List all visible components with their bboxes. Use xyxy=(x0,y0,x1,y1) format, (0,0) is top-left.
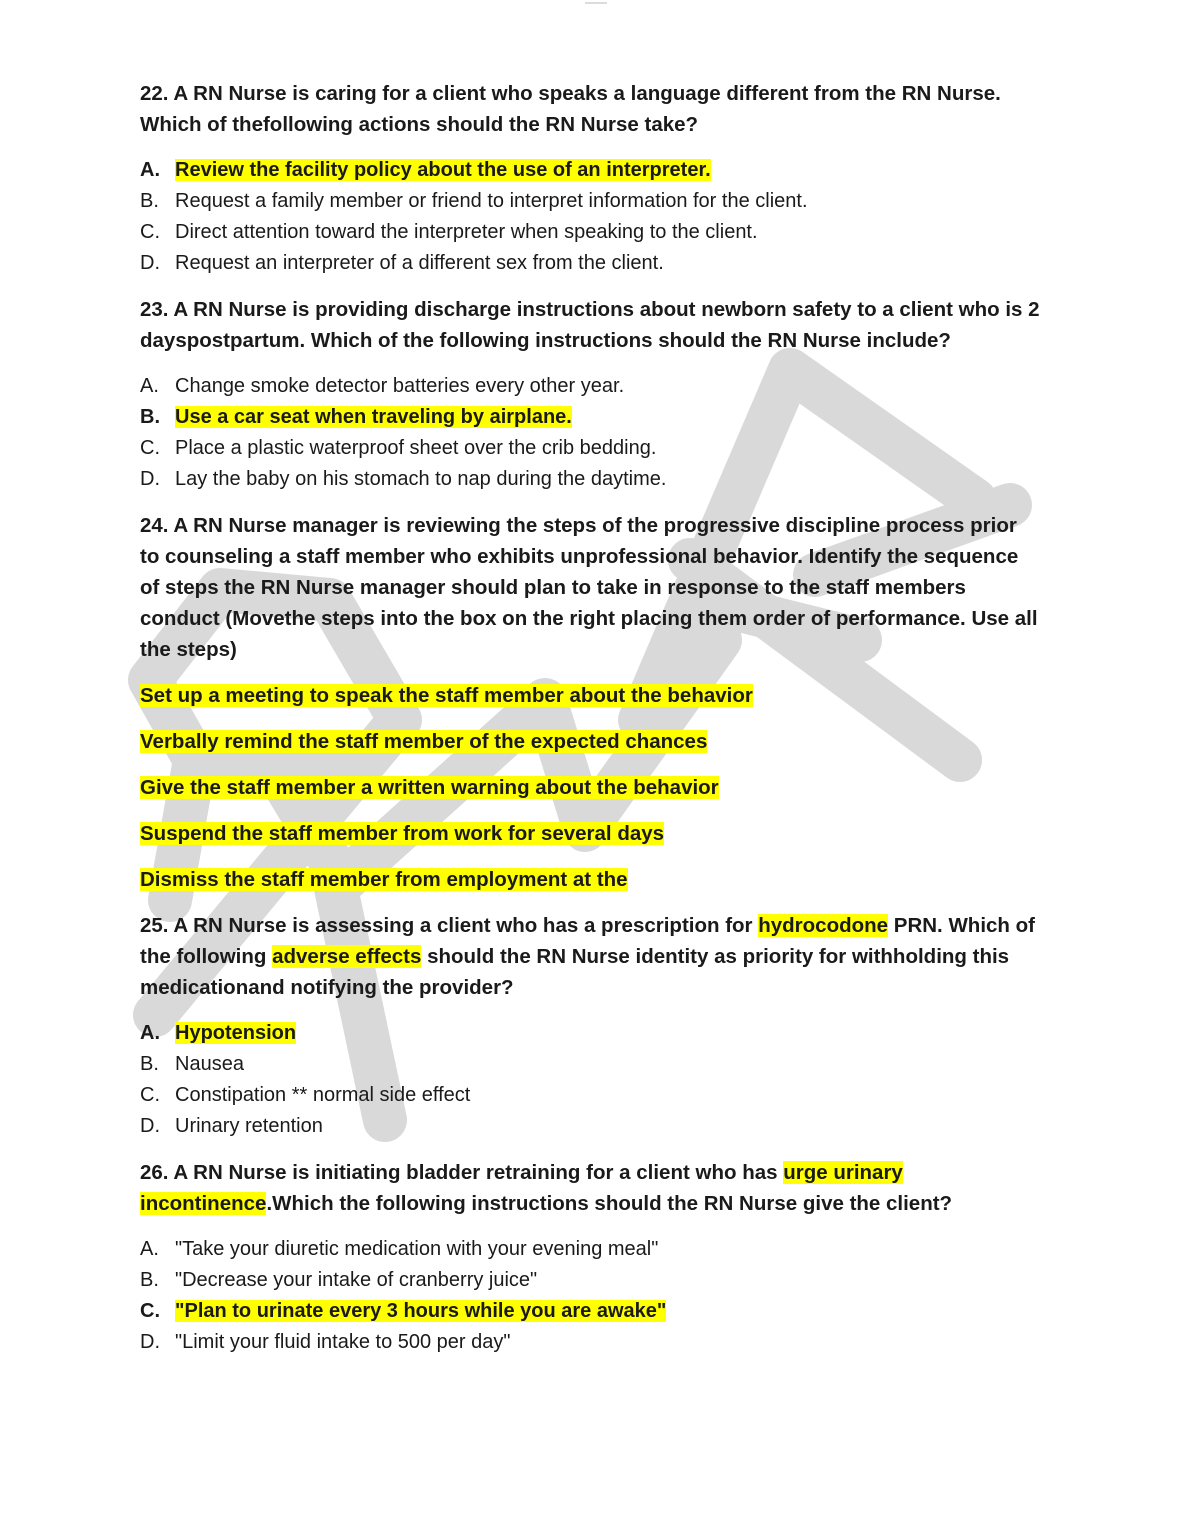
question-text: PRN. Which of the following xyxy=(140,914,1035,968)
option-text: "Decrease your intake of cranberry juice" xyxy=(175,1269,538,1291)
question-text: .Which the following instructions should the RN Nurse give the client? xyxy=(266,1192,953,1215)
option-letter: A. xyxy=(140,159,160,181)
option-26-a xyxy=(140,1234,1040,1265)
option-26-c xyxy=(140,1296,1040,1327)
option-letter: D. xyxy=(140,468,160,490)
option-26-d xyxy=(140,1327,1040,1358)
option-letter: B. xyxy=(140,1269,159,1291)
step-text: Dismiss the staff member from employment at the xyxy=(140,868,628,891)
option-text: Request a family member or friend to interpret information for the client. xyxy=(175,190,808,212)
option-letter: B. xyxy=(140,190,159,212)
option-text: Constipation ** normal side effect xyxy=(175,1084,471,1106)
step-3 xyxy=(140,772,1040,803)
question-24: 24. A RN Nurse manager is reviewing the steps of the progressive discipline process prior to counseling a staff member who exhibits unprofessional behavior. Identify the sequence of steps the RN Nurse manager should plan to take in response to the staff members conduct (Movethe steps into the box on the right placing them order of performance. Use all the steps) xyxy=(140,514,1038,661)
question-text: 26. A RN Nurse is initiating bladder retraining for a client who has xyxy=(140,1161,784,1184)
option-text: Place a plastic waterproof sheet over the crib bedding. xyxy=(175,437,657,459)
step-text: Give the staff member a written warning about the behavior xyxy=(140,776,719,799)
option-text: Request an interpreter of a different sex from the client. xyxy=(175,252,664,274)
question-text: 25. A RN Nurse is assessing a client who has a prescription for xyxy=(140,914,759,937)
option-text: Use a car seat when traveling by airplane. xyxy=(175,406,572,428)
option-letter: D. xyxy=(140,1115,160,1137)
option-22-d xyxy=(140,248,1040,279)
question-25 xyxy=(140,910,1040,1003)
step-5 xyxy=(140,864,1040,895)
option-letter: A. xyxy=(140,1022,160,1044)
step-4 xyxy=(140,818,1040,849)
option-letter: D. xyxy=(140,1331,160,1353)
option-26-b xyxy=(140,1265,1040,1296)
header-mark xyxy=(585,2,607,4)
option-text: "Take your diuretic medication with your evening meal" xyxy=(175,1238,659,1260)
option-22-a xyxy=(140,155,1040,186)
options-23 xyxy=(140,371,1040,495)
step-text: Verbally remind the staff member of the expected chances xyxy=(140,730,708,753)
option-letter: C. xyxy=(140,1300,160,1322)
option-text: Review the facility policy about the use of an interpreter. xyxy=(175,159,711,181)
option-text: Lay the baby on his stomach to nap during the daytime. xyxy=(175,468,667,490)
option-22-c xyxy=(140,217,1040,248)
option-text: Hypotension xyxy=(175,1022,297,1044)
option-23-d xyxy=(140,464,1040,495)
option-text: "Plan to urinate every 3 hours while you are awake" xyxy=(175,1300,667,1322)
option-text: Change smoke detector batteries every other year. xyxy=(175,375,625,397)
option-text: "Limit your fluid intake to 500 per day" xyxy=(175,1331,511,1353)
option-23-a xyxy=(140,371,1040,402)
option-letter: A. xyxy=(140,1238,159,1260)
step-text: Set up a meeting to speak the staff member about the behavior xyxy=(140,684,753,707)
question-26 xyxy=(140,1157,1040,1219)
option-25-d xyxy=(140,1111,1040,1142)
option-letter: B. xyxy=(140,406,160,428)
option-22-b xyxy=(140,186,1040,217)
option-text: Direct attention toward the interpreter when speaking to the client. xyxy=(175,221,758,243)
option-23-c xyxy=(140,433,1040,464)
option-letter: D. xyxy=(140,252,160,274)
option-letter: C. xyxy=(140,221,160,243)
options-25 xyxy=(140,1018,1040,1142)
option-text: Urinary retention xyxy=(175,1115,323,1137)
option-25-c xyxy=(140,1080,1040,1111)
option-letter: A. xyxy=(140,375,159,397)
question-text: should the RN Nurse identity as priority for withholding this medicationand notifying the provider? xyxy=(140,945,1010,999)
question-23: 23. A RN Nurse is providing discharge instructions about newborn safety to a client who is 2 dayspostpartum. Which of the following instructions should the RN Nurse include? xyxy=(140,298,1040,352)
option-23-b xyxy=(140,402,1040,433)
step-2 xyxy=(140,726,1040,757)
option-letter: C. xyxy=(140,1084,160,1106)
step-1 xyxy=(140,680,1040,711)
option-letter: C. xyxy=(140,437,160,459)
question-22: 22. A RN Nurse is caring for a client who speaks a language different from the RN Nurse. Which of thefollowing actions should the RN Nurse take? xyxy=(140,82,1001,136)
steps-24 xyxy=(140,680,1040,895)
option-25-b xyxy=(140,1049,1040,1080)
options-22 xyxy=(140,155,1040,279)
option-letter: B. xyxy=(140,1053,159,1075)
option-text: Nausea xyxy=(175,1053,244,1075)
options-26 xyxy=(140,1234,1040,1358)
highlight-term: adverse effects xyxy=(272,945,422,968)
highlight-term: urge urinary incontinence xyxy=(140,1161,903,1215)
option-25-a xyxy=(140,1018,1040,1049)
step-text: Suspend the staff member from work for several days xyxy=(140,822,665,845)
highlight-term: hydrocodone xyxy=(758,914,889,937)
